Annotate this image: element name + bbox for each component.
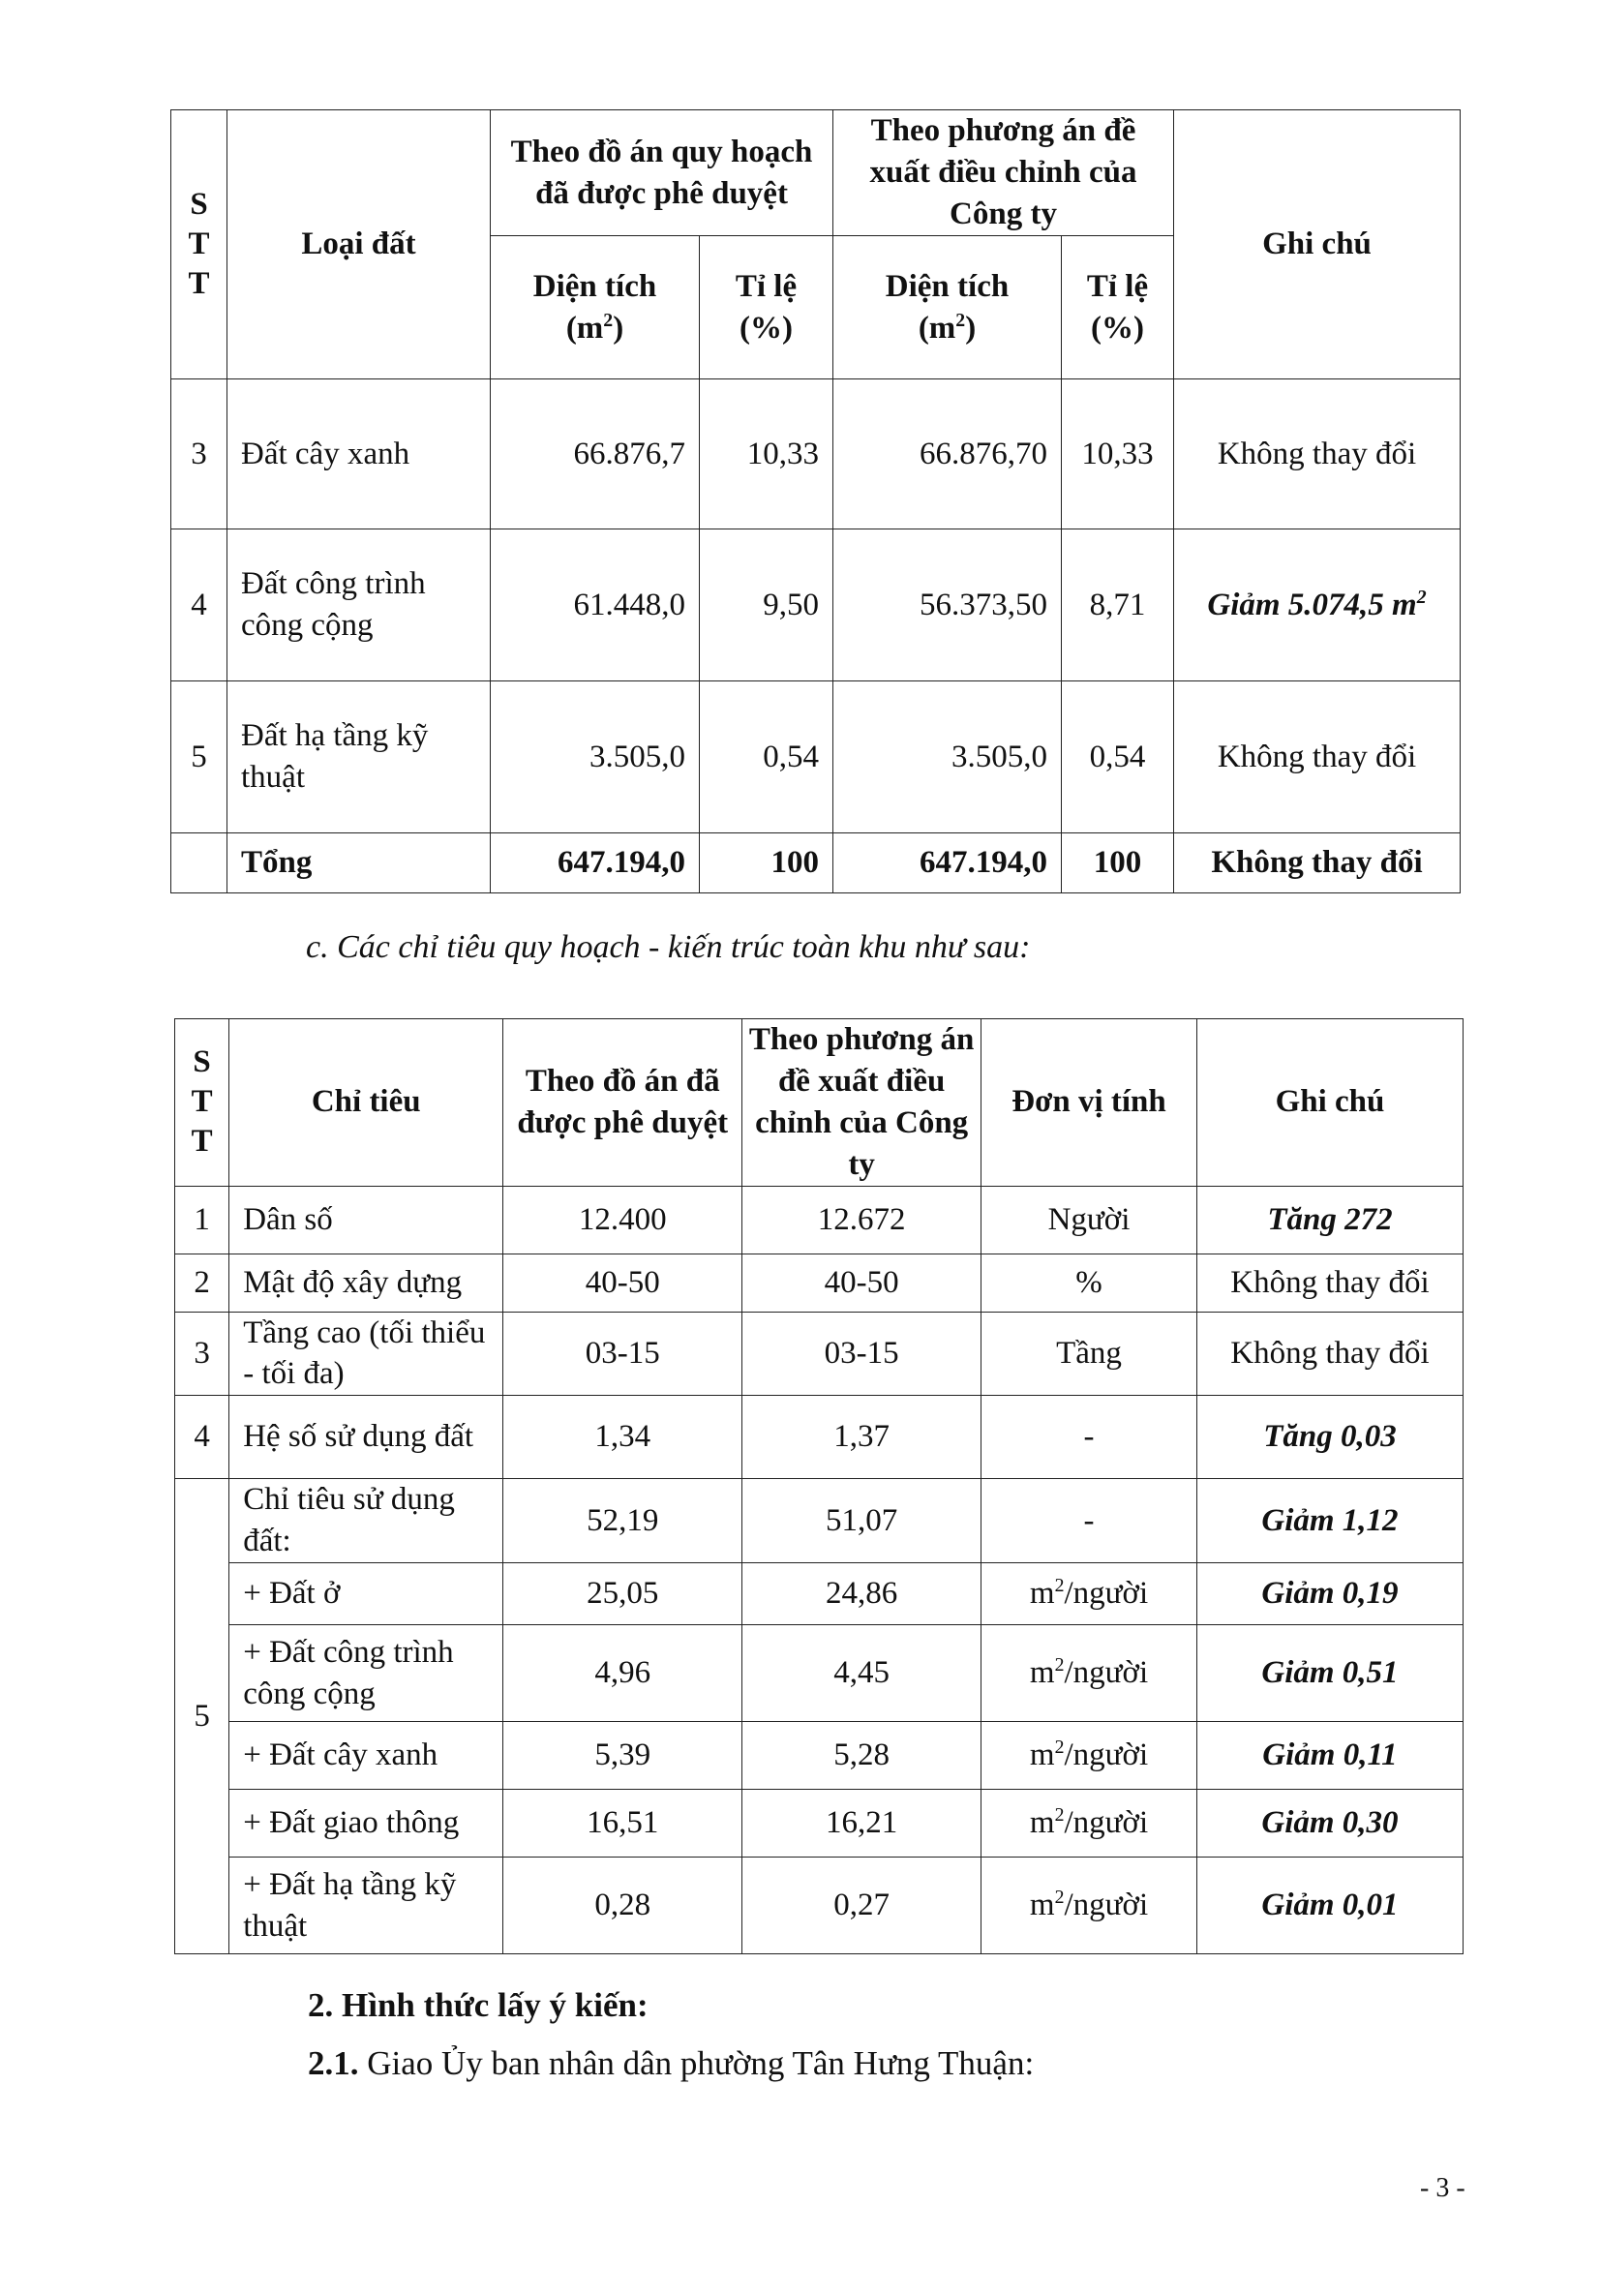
cell-area-2: 3.505,0 [833, 681, 1062, 833]
page-number: - 3 - [1420, 2173, 1465, 2203]
cell-land-type: Đất công trình công cộng [227, 529, 491, 681]
cell-approved: 52,19 [503, 1479, 742, 1563]
planning-indicators-table [174, 1018, 1464, 1954]
table-row [175, 1254, 1464, 1312]
cell-ratio-2: 10,33 [1062, 379, 1174, 529]
header-area-1: Diện tích $(m^2)$ [491, 236, 700, 379]
cell-ratio-2: 100 [1062, 833, 1174, 893]
cell-unit: - [981, 1479, 1197, 1563]
cell-proposed: 0,27 [742, 1858, 981, 1954]
cell-ratio-2: 8,71 [1062, 529, 1174, 681]
section-2-heading: 2. Hình thức lấy ý kiến: [308, 1986, 649, 2024]
table-row [175, 1312, 1464, 1396]
table-row [175, 1858, 1464, 1954]
cell-note: Không thay đổi [1174, 681, 1461, 833]
cell-approved: 4,96 [503, 1625, 742, 1722]
cell-proposed: 12.672 [742, 1186, 981, 1254]
table-row [171, 681, 1461, 833]
header-note: Ghi chú [1174, 110, 1461, 379]
cell-approved: 40-50 [503, 1254, 742, 1312]
cell-land-type: Đất hạ tầng kỹ thuật [227, 681, 491, 833]
cell-indicator: + Đất công trình công cộng [229, 1625, 503, 1722]
header-approved: Theo đồ án đã được phê duyệt [503, 1019, 742, 1187]
table-row [171, 529, 1461, 681]
cell-note: Giảm 0,01 [1196, 1858, 1463, 1954]
cell-note: Giảm 1,12 [1196, 1479, 1463, 1563]
header-approved-plan: Theo đồ án quy hoạch đã được phê duyệt [491, 110, 833, 236]
cell-note: Tăng 0,03 [1196, 1396, 1463, 1479]
table-row [175, 1396, 1464, 1479]
cell-note: Không thay đổi [1174, 833, 1461, 893]
section-2-1-paragraph: 2.1. Giao Ủy ban nhân dân phường Tân Hưng Thuận: [308, 2044, 1035, 2082]
cell-area-1: 66.876,7 [491, 379, 700, 529]
header-note: Ghi chú [1196, 1019, 1463, 1187]
table-total-row [171, 833, 1461, 893]
cell-note: Giảm 0,11 [1196, 1722, 1463, 1790]
cell-unit: - [981, 1396, 1197, 1479]
cell-approved: 16,51 [503, 1790, 742, 1858]
cell-ratio-1: 10,33 [700, 379, 833, 529]
cell-stt: 2 [175, 1254, 229, 1312]
cell-ratio-1: 100 [700, 833, 833, 893]
cell-proposed: 51,07 [742, 1479, 981, 1563]
cell-approved: 25,05 [503, 1563, 742, 1625]
cell-note: Tăng 272 [1196, 1186, 1463, 1254]
cell-note: Không thay đổi [1196, 1254, 1463, 1312]
header-proposed-plan: Theo phương án đề xuất điều chỉnh của Công ty [833, 110, 1174, 236]
cell-proposed: 4,45 [742, 1625, 981, 1722]
cell-unit: $m^2$/người [981, 1625, 1197, 1722]
cell-area-1: 61.448,0 [491, 529, 700, 681]
cell-stt: 4 [175, 1396, 229, 1479]
cell-indicator: + Đất giao thông [229, 1790, 503, 1858]
table-row [175, 1186, 1464, 1254]
cell-proposed: 24,86 [742, 1563, 981, 1625]
cell-ratio-2: 0,54 [1062, 681, 1174, 833]
cell-area-1: 3.505,0 [491, 681, 700, 833]
table-row [175, 1790, 1464, 1858]
cell-approved: 1,34 [503, 1396, 742, 1479]
header-stt: S T T [171, 110, 227, 379]
cell-unit: $m^2$/người [981, 1722, 1197, 1790]
cell-approved: 12.400 [503, 1186, 742, 1254]
header-ratio-1: Tỉ lệ (%) [700, 236, 833, 379]
cell-unit: % [981, 1254, 1197, 1312]
header-land-type: Loại đất [227, 110, 491, 379]
cell-proposed: 1,37 [742, 1396, 981, 1479]
cell-proposed: 16,21 [742, 1790, 981, 1858]
cell-indicator: Chỉ tiêu sử dụng đất: [229, 1479, 503, 1563]
table-row [175, 1563, 1464, 1625]
cell-stt: 5 [175, 1479, 229, 1954]
cell-land-type: Đất cây xanh [227, 379, 491, 529]
section-caption: c. Các chỉ tiêu quy hoạch - kiến trúc toàn khu như sau: [306, 929, 1031, 965]
cell-proposed: 5,28 [742, 1722, 981, 1790]
cell-stt [171, 833, 227, 893]
cell-indicator: + Đất ở [229, 1563, 503, 1625]
cell-indicator: Hệ số sử dụng đất [229, 1396, 503, 1479]
cell-note: Không thay đổi [1174, 379, 1461, 529]
cell-note: Giảm 5.074,5 $m^2$ [1174, 529, 1461, 681]
cell-approved: 03-15 [503, 1312, 742, 1396]
header-stt: S T T [175, 1019, 229, 1187]
cell-area-2: 56.373,50 [833, 529, 1062, 681]
cell-indicator: Tầng cao (tối thiểu - tối đa) [229, 1312, 503, 1396]
cell-note: Không thay đổi [1196, 1312, 1463, 1396]
header-unit: Đơn vị tính [981, 1019, 1197, 1187]
header-area-2: Diện tích $(m^2)$ [833, 236, 1062, 379]
cell-area-2: 66.876,70 [833, 379, 1062, 529]
cell-indicator: + Đất hạ tầng kỹ thuật [229, 1858, 503, 1954]
cell-proposed: 40-50 [742, 1254, 981, 1312]
cell-unit: Tầng [981, 1312, 1197, 1396]
cell-total-label: Tổng [227, 833, 491, 893]
cell-note: Giảm 0,30 [1196, 1790, 1463, 1858]
cell-indicator: + Đất cây xanh [229, 1722, 503, 1790]
cell-stt: 1 [175, 1186, 229, 1254]
cell-approved: 0,28 [503, 1858, 742, 1954]
table-row [171, 379, 1461, 529]
cell-unit: $m^2$/người [981, 1790, 1197, 1858]
cell-stt: 5 [171, 681, 227, 833]
header-ratio-2: Tỉ lệ (%) [1062, 236, 1174, 379]
cell-note: Giảm 0,51 [1196, 1625, 1463, 1722]
cell-area-2: 647.194,0 [833, 833, 1062, 893]
cell-approved: 5,39 [503, 1722, 742, 1790]
cell-area-1: 647.194,0 [491, 833, 700, 893]
cell-ratio-1: 9,50 [700, 529, 833, 681]
cell-stt: 3 [175, 1312, 229, 1396]
cell-ratio-1: 0,54 [700, 681, 833, 833]
header-proposed: Theo phương án đề xuất điều chỉnh của Công ty [742, 1019, 981, 1187]
cell-unit: $m^2$/người [981, 1563, 1197, 1625]
cell-unit: Người [981, 1186, 1197, 1254]
cell-indicator: Dân số [229, 1186, 503, 1254]
cell-stt: 4 [171, 529, 227, 681]
table-row [175, 1625, 1464, 1722]
table-row [175, 1722, 1464, 1790]
cell-unit: $m^2$/người [981, 1858, 1197, 1954]
cell-indicator: Mật độ xây dựng [229, 1254, 503, 1312]
cell-stt: 3 [171, 379, 227, 529]
land-use-table [170, 109, 1461, 893]
header-indicator: Chỉ tiêu [229, 1019, 503, 1187]
cell-note: Giảm 0,19 [1196, 1563, 1463, 1625]
table-row [175, 1479, 1464, 1563]
cell-proposed: 03-15 [742, 1312, 981, 1396]
